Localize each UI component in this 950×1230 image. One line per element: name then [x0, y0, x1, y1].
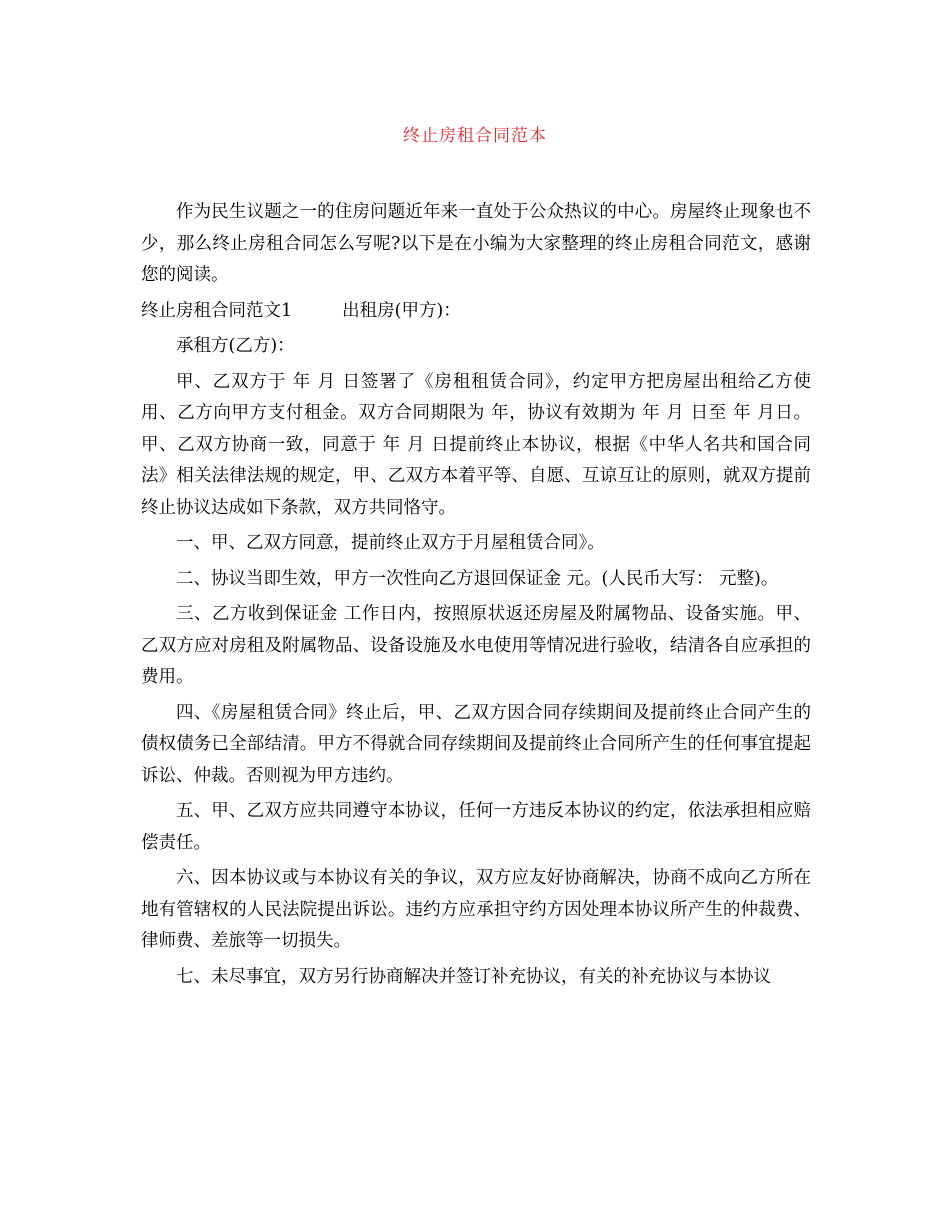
clause-5: 五、甲、乙双方应共同遵守本协议，任何一方违反本协议的约定，依法承担相应赔偿责任。 — [141, 801, 811, 853]
lessee-label: 承租方(乙方)： — [176, 336, 295, 356]
clause-1: 一、甲、乙双方同意，提前终止双方于月屋租赁合同》。 — [176, 533, 605, 553]
sample-heading-line — [141, 296, 811, 328]
clause-7: 七、未尽事宜，双方另行协商解决并签订补充协议，有关的补充协议与本协议 — [176, 966, 771, 987]
lessor-label: 出租房(甲方)： — [342, 300, 461, 321]
clause-3: 三、乙方收到保证金 工作日内，按照原状返还房屋及附属物品、设备实施。甲、乙双方应对房租及附属物品、设备设施及水电使用等情况进行验收，结清各自应承担的费用。 — [141, 604, 811, 687]
clause-6: 六、因本协议或与本协议有关的争议，双方应友好协商解决，协商不成向乙方所在地有管辖权的人民法院提出诉讼。违约方应承担守约方因处理本协议所产生的仲裁费、律师费、差旅等一切损失。 — [141, 868, 811, 951]
clause-4: 四、《房屋租赁合同》终止后，甲、乙双方因合同存续期间及提前终止合同产生的债权债务已全部结清。甲方不得就合同存续期间及提前终止合同所产生的任何事宜提起诉讼、仲裁。否则视为甲方违约。 — [141, 702, 811, 786]
clause-2: 二、协议当即生效，甲方一次性向乙方退回保证金 元。(人民币大写： 元整)。 — [176, 568, 779, 589]
intro-paragraph: 作为民生议题之一的住房问题近年来一直处于公众热议的中心。房屋终止现象也不少，那么终止房租合同怎么写呢?以下是在小编为大家整理的终止房租合同范文，感谢您的阅读。 — [141, 202, 811, 285]
preamble-paragraph: 甲、乙双方于 年 月 日签署了《房租租赁合同》，约定甲方把房屋出租给乙方使用、乙方向甲方支付租金。双方合同期限为 年，协议有效期为 年 月 日至 年 月日。甲、乙双方协商一致，同意于 年 月 日提前终止本协议，根据《中华人名共和国合同法》相关法律法规的规定，甲、乙双方本着平等、自愿、互谅互让的原则，就双方提前终止协议达成如下条款，双方共同恪守。 — [141, 371, 811, 518]
sample-heading: 终止房租合同范文1 — [141, 300, 293, 321]
document-title: 终止房租合同范本 — [403, 126, 547, 146]
document-body — [141, 197, 811, 997]
